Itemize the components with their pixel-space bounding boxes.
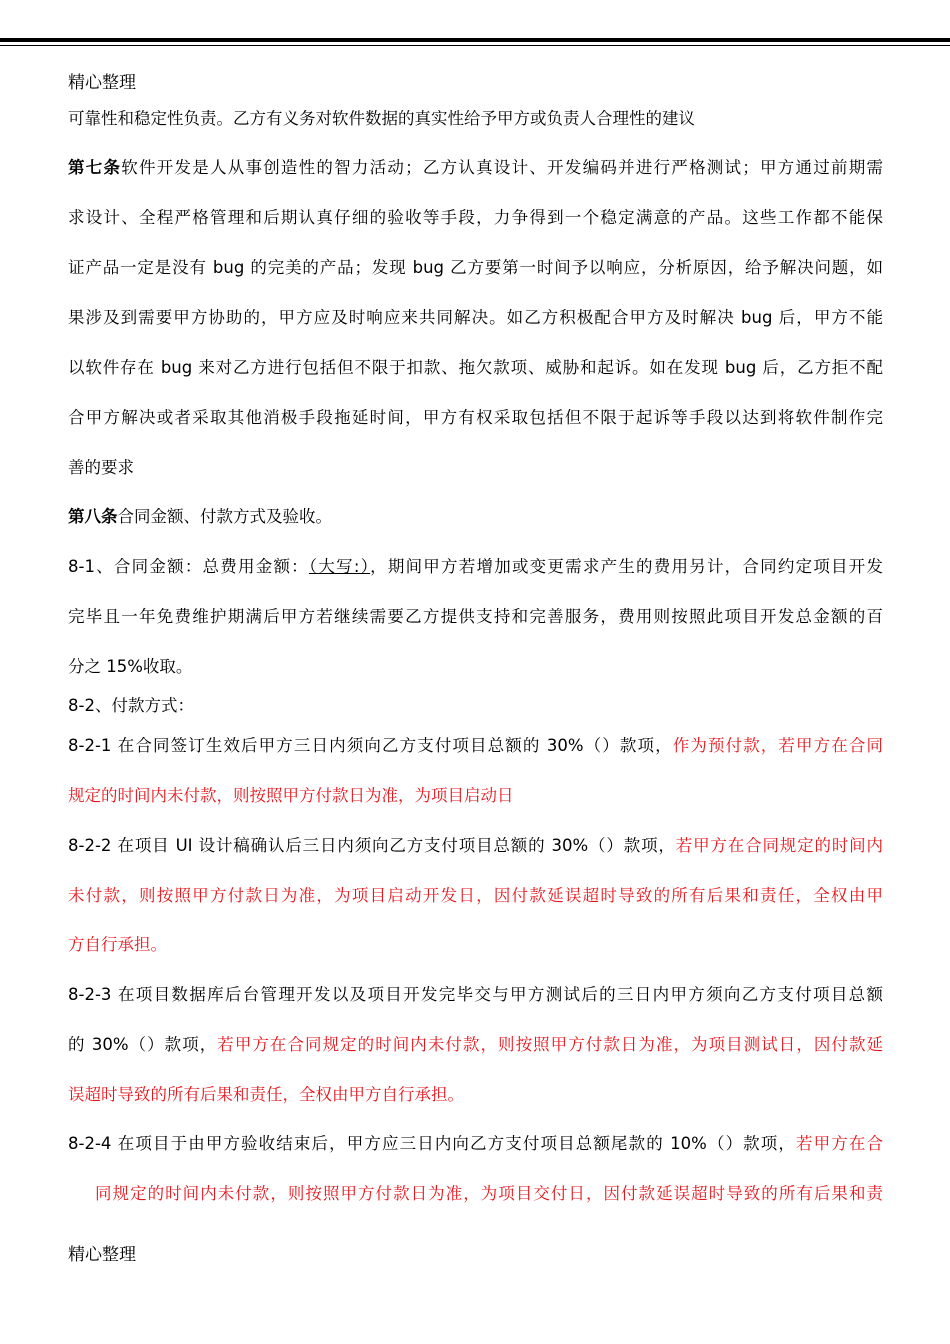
header-rule-thin	[0, 45, 950, 46]
paragraph-line: 果涉及到需要甲方协助的，甲方应及时响应来共同解决。如乙方积极配合甲方及时解决 bug 后，甲方不能	[68, 308, 883, 327]
paragraph-line: 完毕且一年免费维护期满后甲方若继续需要乙方提供支持和完善服务，费用则按照此项目开发总金额的百	[68, 607, 883, 626]
clause-8-2-3-line: 的 30%（）款项，若甲方在合同规定的时间内未付款，则按照甲方付款日为准，为项目测试日，因付款延	[68, 1035, 884, 1054]
page-footer: 精心整理	[68, 1245, 136, 1265]
header-rule-thick	[0, 38, 950, 42]
clause-8-2-1-line: 8-2-1 在合同签订生效后甲方三日内须向乙方支付项目总额的 30%（）款项，作为预付款，若甲方在合同	[68, 736, 883, 755]
paragraph-line: 证产品一定是没有 bug 的完美的产品；发现 bug 乙方要第一时间予以响应，分析原因，给予解决问题，如	[68, 258, 883, 277]
clause-8-2-4-line: 8-2-4 在项目于由甲方验收结束后，甲方应三日内向乙方支付项目总额尾款的 10%（）款项，若甲方在合	[68, 1134, 883, 1153]
clause-8-2-heading: 8-2、付款方式：	[68, 696, 194, 715]
amount-blank: （大写:）	[308, 557, 371, 576]
page-header: 精心整理	[68, 73, 136, 93]
paragraph-line: 合甲方解决或者采取其他消极手段拖延时间，甲方有权采取包括但不限于起诉等手段以达到将软件制作完	[68, 408, 883, 427]
clause-8-2-2-line: 方自行承担。	[68, 935, 167, 954]
clause-8-2-1-line: 规定的时间内未付款，则按照甲方付款日为准，为项目启动日	[68, 786, 514, 805]
article-7-heading: 第七条	[68, 158, 122, 177]
article-7-line: 第七条软件开发是人从事创造性的智力活动；乙方认真设计、开发编码并进行严格测试；甲方通过前期需	[68, 158, 884, 177]
clause-8-2-3-line: 8-2-3 在项目数据库后台管理开发以及项目开发完毕交与甲方测试后的三日内甲方须向乙方支付项目总额	[68, 985, 883, 1004]
article-8-line: 第八条合同金额、付款方式及验收。	[68, 507, 332, 526]
paragraph-line: 可靠性和稳定性负责。乙方有义务对软件数据的真实性给予甲方或负责人合理性的建议	[68, 109, 695, 128]
clause-8-2-3-line: 误超时导致的所有后果和责任，全权由甲方自行承担。	[68, 1085, 464, 1104]
paragraph-line: 以软件存在 bug 来对乙方进行包括但不限于扣款、拖欠款项、威胁和起诉。如在发现 bug 后，乙方拒不配	[68, 358, 883, 377]
article-8-heading: 第八条	[68, 507, 118, 526]
paragraph-line: 善的要求	[68, 458, 134, 477]
clause-8-1-line: 8-1、合同金额：总费用金额：（大写:），期间甲方若增加或变更需求产生的费用另计，合同约定项目开发	[68, 557, 884, 576]
clause-8-2-2-line: 未付款，则按照甲方付款日为准，为项目启动开发日，因付款延误超时导致的所有后果和责任，全权由甲	[68, 886, 883, 905]
clause-8-2-2-line: 8-2-2 在项目 UI 设计稿确认后三日内须向乙方支付项目总额的 30%（）款项，若甲方在合同规定的时间内	[68, 836, 884, 855]
clause-8-2-4-line: 同规定的时间内未付款，则按照甲方付款日为准，为项目交付日，因付款延误超时导致的所有后果和责	[95, 1184, 883, 1203]
paragraph-line: 分之 15%收取。	[68, 657, 193, 676]
paragraph-line: 求设计、全程严格管理和后期认真仔细的验收等手段，力争得到一个稳定满意的产品。这些工作都不能保	[68, 208, 883, 227]
